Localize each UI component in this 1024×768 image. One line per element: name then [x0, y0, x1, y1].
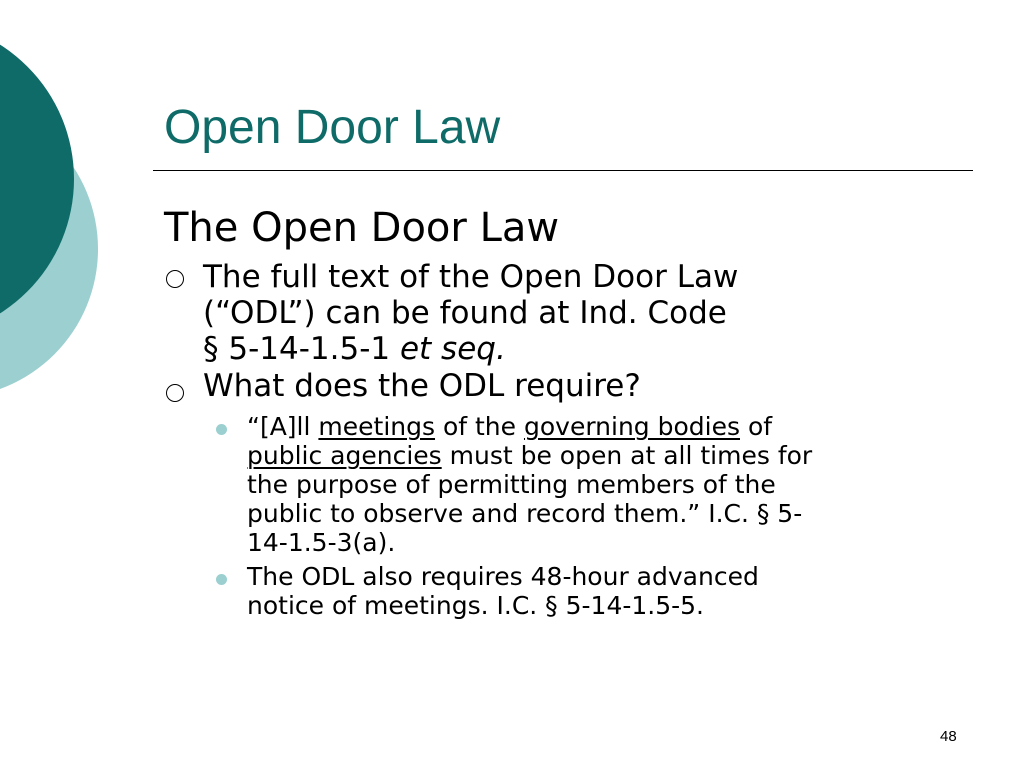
- quote-text: “[A]ll: [247, 412, 319, 441]
- quote-text: of: [740, 412, 773, 441]
- slide-heading: The Open Door Law: [164, 205, 560, 251]
- bullet-line: The ODL also requires 48-hour advanced: [247, 562, 759, 591]
- sub-bullet-notice: [247, 562, 759, 620]
- bullet-line: [247, 412, 812, 441]
- quote-text: of the: [435, 412, 524, 441]
- bullet-line: [203, 331, 738, 367]
- slide-title: Open Door Law: [164, 101, 501, 154]
- bullet-line: public to observe and record them.” I.C. § 5-: [247, 499, 803, 528]
- sub-bullet-quote: [247, 412, 812, 557]
- bullet-line: notice of meetings. I.C. § 5-14-1.5-5.: [247, 591, 705, 620]
- title-divider: [153, 170, 973, 171]
- et-seq-italic: et seq.: [399, 331, 506, 367]
- code-citation: § 5-14-1.5-1: [203, 331, 400, 367]
- filled-circle-bullet-icon: [216, 424, 227, 435]
- bullet-full-text: [203, 259, 738, 367]
- underlined-public-agencies: public agencies: [247, 441, 442, 470]
- bullet-line: [247, 441, 812, 470]
- page-number: 48: [940, 728, 957, 745]
- bullet-odl-question: What does the ODL require?: [203, 368, 641, 404]
- quote-text: must be open at all times for: [441, 441, 813, 470]
- hollow-circle-bullet-icon: [166, 270, 184, 288]
- filled-circle-bullet-icon: [216, 574, 227, 585]
- underlined-governing-bodies: governing bodies: [523, 412, 740, 441]
- bullet-line: 14-1.5-3(a).: [247, 528, 396, 557]
- bullet-line: The full text of the Open Door Law: [203, 259, 739, 295]
- hollow-circle-bullet-icon: [166, 384, 184, 402]
- bullet-line: (“ODL”) can be found at Ind. Code: [203, 295, 727, 331]
- underlined-meetings: meetings: [318, 412, 436, 441]
- bullet-line: the purpose of permitting members of the: [247, 470, 776, 499]
